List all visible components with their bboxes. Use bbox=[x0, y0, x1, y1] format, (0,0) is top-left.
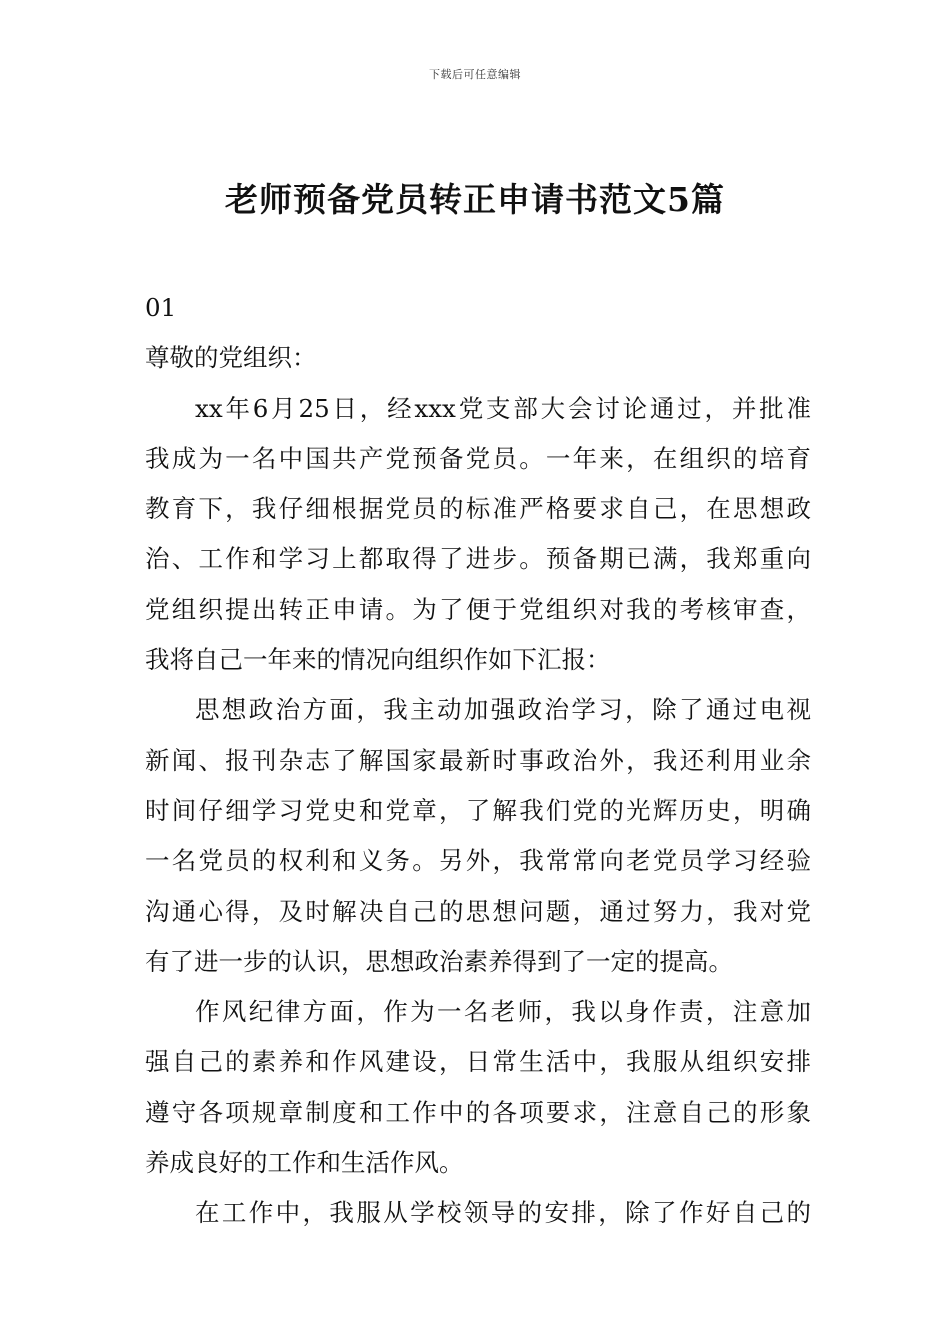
body-line: 一名党员的权利和义务。另外，我常常向老党员学习经验 bbox=[145, 846, 811, 876]
header-note: 下载后可任意编辑 bbox=[429, 68, 521, 81]
body-line: 作风纪律方面，作为一名老师，我以身作责，注意加 bbox=[195, 997, 811, 1027]
body-line: 我成为一名中国共产党预备党员。一年来，在组织的培育 bbox=[145, 443, 811, 473]
body-line: 遵守各项规章制度和工作中的各项要求，注意自己的形象 bbox=[145, 1097, 811, 1127]
body-line: 新闻、报刊杂志了解国家最新时事政治外，我还利用业余 bbox=[145, 745, 811, 775]
body-line: 有了进一步的认识，思想政治素养得到了一定的提高。 bbox=[145, 946, 733, 976]
body-line: 教育下，我仔细根据党员的标准严格要求自己，在思想政 bbox=[145, 494, 811, 524]
body-line: 沟通心得，及时解决自己的思想问题，通过努力，我对党 bbox=[145, 896, 811, 926]
section-number: 01 bbox=[145, 293, 177, 322]
body-line: 养成良好的工作和生活作风。 bbox=[145, 1148, 464, 1178]
body-line: 强自己的素养和作风建设，日常生活中，我服从组织安排 bbox=[145, 1047, 811, 1077]
body-line: 时间仔细学习党史和党章，了解我们党的光辉历史，明确 bbox=[145, 795, 811, 825]
body-line: xx年6月25日，经xxx党支部大会讨论通过，并批准 bbox=[195, 393, 811, 423]
body-line: 治、工作和学习上都取得了进步。预备期已满，我郑重向 bbox=[145, 544, 811, 574]
body-line: 党组织提出转正申请。为了便于党组织对我的考核审查， bbox=[145, 594, 811, 624]
body-line: 思想政治方面，我主动加强政治学习，除了通过电视 bbox=[195, 695, 811, 725]
body-line: 我将自己一年来的情况向组织作如下汇报： bbox=[145, 645, 611, 675]
document-body bbox=[145, 283, 811, 1239]
salutation: 尊敬的党组织： bbox=[145, 343, 317, 373]
body-paragraphs bbox=[145, 384, 811, 1239]
document-title: 老师预备党员转正申请书范文5篇 bbox=[225, 180, 725, 219]
body-line: 在工作中，我服从学校领导的安排，除了作好自己的 bbox=[195, 1198, 811, 1228]
